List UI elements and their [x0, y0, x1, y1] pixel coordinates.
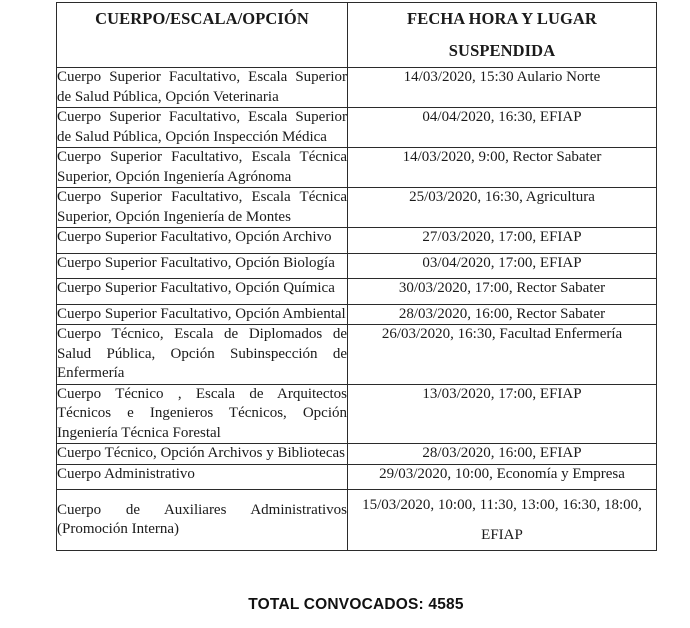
- column-header-cuerpo: CUERPO/ESCALA/OPCIÓN: [57, 3, 348, 68]
- cell-fecha: 29/03/2020, 10:00, Economía y Empresa: [348, 464, 657, 490]
- schedule-table: [56, 2, 657, 551]
- cell-cuerpo: Cuerpo Superior Facultativo, Escala Técnica Superior, Opción Ingeniería de Montes: [57, 188, 348, 228]
- cell-cuerpo: Cuerpo Superior Facultativo, Opción Química: [57, 279, 348, 305]
- table-row: [57, 304, 657, 325]
- cell-fecha: 15/03/2020, 10:00, 11:30, 13:00, 16:30, 18:00, EFIAP: [348, 490, 657, 551]
- table-row: [57, 464, 657, 490]
- cell-fecha: 13/03/2020, 17:00, EFIAP: [348, 384, 657, 444]
- cell-cuerpo: Cuerpo Superior Facultativo, Opción Ambiental: [57, 304, 348, 325]
- table-row: [57, 148, 657, 188]
- cell-fecha: 30/03/2020, 17:00, Rector Sabater: [348, 279, 657, 305]
- column-header-fecha-line2: SUSPENDIDA: [448, 41, 556, 61]
- table-row: [57, 325, 657, 385]
- cell-cuerpo: Cuerpo Superior Facultativo, Escala Superior de Salud Pública, Opción Veterinaria: [57, 68, 348, 108]
- cell-cuerpo: Cuerpo Superior Facultativo, Opción Biología: [57, 253, 348, 279]
- schedule-table-container: [56, 2, 656, 551]
- cell-fecha: 04/04/2020, 16:30, EFIAP: [348, 108, 657, 148]
- table-body: [57, 68, 657, 551]
- cell-fecha: 25/03/2020, 16:30, Agricultura: [348, 188, 657, 228]
- cell-cuerpo: Cuerpo Administrativo: [57, 464, 348, 490]
- cell-cuerpo: Cuerpo Superior Facultativo, Escala Técnica Superior, Opción Ingeniería Agrónoma: [57, 148, 348, 188]
- table-row: [57, 228, 657, 254]
- cell-fecha: 28/03/2020, 16:00, EFIAP: [348, 444, 657, 465]
- cell-fecha: 14/03/2020, 15:30 Aulario Norte: [348, 68, 657, 108]
- cell-cuerpo: Cuerpo Superior Facultativo, Escala Superior de Salud Pública, Opción Inspección Médica: [57, 108, 348, 148]
- table-row: [57, 279, 657, 305]
- cell-fecha: 26/03/2020, 16:30, Facultad Enfermería: [348, 325, 657, 385]
- column-header-fecha-line1: FECHA HORA Y LUGAR: [407, 9, 597, 28]
- table-header: [57, 3, 657, 68]
- table-row: [57, 68, 657, 108]
- table-row: [57, 108, 657, 148]
- cell-fecha: 27/03/2020, 17:00, EFIAP: [348, 228, 657, 254]
- cell-cuerpo: Cuerpo Superior Facultativo, Opción Archivo: [57, 228, 348, 254]
- table-header-row: [57, 3, 657, 68]
- cell-fecha: 28/03/2020, 16:00, Rector Sabater: [348, 304, 657, 325]
- cell-cuerpo: Cuerpo Técnico, Opción Archivos y Bibliotecas: [57, 444, 348, 465]
- table-row: [57, 253, 657, 279]
- cell-cuerpo: Cuerpo Técnico, Escala de Diplomados de Salud Pública, Opción Subinspección de Enfermería: [57, 325, 348, 385]
- table-row: [57, 384, 657, 444]
- cell-cuerpo: Cuerpo Técnico , Escala de Arquitectos Técnicos e Ingenieros Técnicos, Opción Ingeniería Técnica Forestal: [57, 384, 348, 444]
- total-convocados-label: TOTAL CONVOCADOS: 4585: [248, 596, 464, 613]
- table-row: [57, 444, 657, 465]
- table-row: [57, 490, 657, 551]
- table-row: [57, 188, 657, 228]
- cell-fecha: 03/04/2020, 17:00, EFIAP: [348, 253, 657, 279]
- cell-fecha: 14/03/2020, 9:00, Rector Sabater: [348, 148, 657, 188]
- cell-cuerpo: Cuerpo de Auxiliares Administrativos (Promoción Interna): [57, 490, 348, 551]
- column-header-fecha: [348, 3, 657, 68]
